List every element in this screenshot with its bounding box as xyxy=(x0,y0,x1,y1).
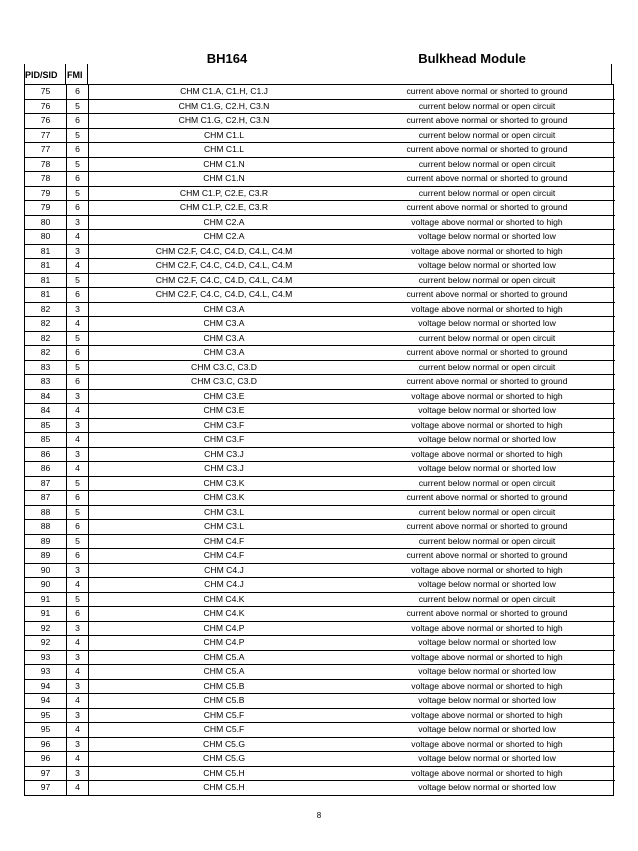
fault-code-table xyxy=(25,85,615,795)
connector-pin-cell: CHM C5.G xyxy=(89,752,360,767)
pid-sid-cell: 76 xyxy=(25,99,67,114)
connector-pin-cell: CHM C5.F xyxy=(89,723,360,738)
fault-description-cell: voltage above normal or shorted to high xyxy=(359,389,615,404)
fault-description-cell: voltage below normal or shorted low xyxy=(359,404,615,419)
fault-description-cell: voltage above normal or shorted to high xyxy=(359,766,615,781)
fault-code-table-frame xyxy=(24,84,614,796)
pid-sid-cell: 93 xyxy=(25,665,67,680)
fault-description-cell: current below normal or open circuit xyxy=(359,273,615,288)
fmi-cell: 4 xyxy=(67,723,89,738)
fmi-cell: 6 xyxy=(67,607,89,622)
table-row xyxy=(25,85,615,99)
connector-pin-cell: CHM C3.C, C3.D xyxy=(89,375,360,390)
table-row xyxy=(25,186,615,201)
pid-sid-cell: 87 xyxy=(25,476,67,491)
table-row xyxy=(25,128,615,143)
connector-pin-cell: CHM C5.A xyxy=(89,650,360,665)
connector-pin-cell: CHM C3.L xyxy=(89,505,360,520)
fault-description-cell: current below normal or open circuit xyxy=(359,534,615,549)
connector-pin-cell: CHM C3.L xyxy=(89,520,360,535)
pid-sid-cell: 83 xyxy=(25,375,67,390)
pid-sid-cell: 83 xyxy=(25,360,67,375)
table-row xyxy=(25,694,615,709)
fmi-cell: 5 xyxy=(67,99,89,114)
table-row xyxy=(25,520,615,535)
pid-sid-cell: 86 xyxy=(25,462,67,477)
pid-sid-cell: 92 xyxy=(25,621,67,636)
fmi-cell: 6 xyxy=(67,85,89,99)
fmi-cell: 5 xyxy=(67,186,89,201)
fault-description-cell: current above normal or shorted to ground xyxy=(359,114,615,129)
fmi-cell: 4 xyxy=(67,462,89,477)
fault-description-cell: current below normal or open circuit xyxy=(359,331,615,346)
table-row xyxy=(25,549,615,564)
table-row xyxy=(25,404,615,419)
fault-description-cell: current above normal or shorted to ground xyxy=(359,288,615,303)
table-row xyxy=(25,375,615,390)
table-row xyxy=(25,621,615,636)
fmi-cell: 5 xyxy=(67,331,89,346)
table-row xyxy=(25,360,615,375)
pid-sid-cell: 93 xyxy=(25,650,67,665)
fault-description-cell: voltage below normal or shorted low xyxy=(359,462,615,477)
table-row xyxy=(25,462,615,477)
pid-sid-cell: 91 xyxy=(25,607,67,622)
table-row xyxy=(25,447,615,462)
fmi-cell: 4 xyxy=(67,665,89,680)
pid-sid-cell: 81 xyxy=(25,273,67,288)
connector-pin-cell: CHM C5.H xyxy=(89,766,360,781)
table-row xyxy=(25,201,615,216)
table-row xyxy=(25,491,615,506)
pid-sid-cell: 97 xyxy=(25,781,67,795)
fmi-cell: 5 xyxy=(67,592,89,607)
fmi-cell: 5 xyxy=(67,505,89,520)
fmi-cell: 3 xyxy=(67,708,89,723)
table-row xyxy=(25,230,615,245)
connector-pin-cell: CHM C4.K xyxy=(89,607,360,622)
column-header-pid-sid: PID/SID xyxy=(25,70,58,80)
table-row xyxy=(25,346,615,361)
connector-pin-cell: CHM C3.C, C3.D xyxy=(89,360,360,375)
fmi-cell: 3 xyxy=(67,737,89,752)
pid-sid-cell: 92 xyxy=(25,636,67,651)
fault-description-cell: voltage below normal or shorted low xyxy=(359,694,615,709)
connector-pin-cell: CHM C5.B xyxy=(89,694,360,709)
page-number: 8 xyxy=(316,811,322,820)
table-row xyxy=(25,143,615,158)
fault-description-cell: voltage below normal or shorted low xyxy=(359,259,615,274)
fmi-cell: 5 xyxy=(67,360,89,375)
connector-pin-cell: CHM C4.P xyxy=(89,621,360,636)
fault-description-cell: voltage below normal or shorted low xyxy=(359,578,615,593)
pid-sid-cell: 82 xyxy=(25,317,67,332)
table-row xyxy=(25,99,615,114)
connector-pin-cell: CHM C1.A, C1.H, C1.J xyxy=(89,85,360,99)
table-row xyxy=(25,679,615,694)
fault-description-cell: current below normal or open circuit xyxy=(359,186,615,201)
fmi-cell: 3 xyxy=(67,215,89,230)
fmi-cell: 6 xyxy=(67,375,89,390)
table-row xyxy=(25,607,615,622)
fault-description-cell: voltage above normal or shorted to high xyxy=(359,447,615,462)
fault-description-cell: voltage below normal or shorted low xyxy=(359,230,615,245)
fault-description-cell: current above normal or shorted to ground xyxy=(359,85,615,99)
table-row xyxy=(25,737,615,752)
pid-sid-cell: 85 xyxy=(25,418,67,433)
table-row xyxy=(25,273,615,288)
connector-pin-cell: CHM C2.F, C4.C, C4.D, C4.L, C4.M xyxy=(89,288,360,303)
header-divider xyxy=(611,64,612,84)
fault-description-cell: voltage below normal or shorted low xyxy=(359,752,615,767)
fault-description-cell: voltage below normal or shorted low xyxy=(359,636,615,651)
connector-pin-cell: CHM C1.G, C2.H, C3.N xyxy=(89,114,360,129)
fmi-cell: 4 xyxy=(67,781,89,795)
pid-sid-cell: 77 xyxy=(25,128,67,143)
table-row xyxy=(25,418,615,433)
fmi-cell: 5 xyxy=(67,157,89,172)
pid-sid-cell: 89 xyxy=(25,534,67,549)
fault-description-cell: voltage below normal or shorted low xyxy=(359,723,615,738)
pid-sid-cell: 78 xyxy=(25,172,67,187)
fmi-cell: 3 xyxy=(67,418,89,433)
pid-sid-cell: 81 xyxy=(25,244,67,259)
connector-pin-cell: CHM C5.G xyxy=(89,737,360,752)
connector-pin-cell: CHM C3.K xyxy=(89,476,360,491)
fault-code-table-body xyxy=(25,85,615,795)
table-row xyxy=(25,636,615,651)
pid-sid-cell: 79 xyxy=(25,186,67,201)
pid-sid-cell: 81 xyxy=(25,288,67,303)
fmi-cell: 3 xyxy=(67,447,89,462)
fault-description-cell: current above normal or shorted to ground xyxy=(359,375,615,390)
fmi-cell: 4 xyxy=(67,259,89,274)
pid-sid-cell: 84 xyxy=(25,389,67,404)
connector-pin-cell: CHM C3.K xyxy=(89,491,360,506)
connector-pin-cell: CHM C3.A xyxy=(89,302,360,317)
pid-sid-cell: 75 xyxy=(25,85,67,99)
pid-sid-cell: 82 xyxy=(25,331,67,346)
table-row xyxy=(25,317,615,332)
pid-sid-cell: 87 xyxy=(25,491,67,506)
fault-description-cell: current above normal or shorted to ground xyxy=(359,520,615,535)
pid-sid-cell: 78 xyxy=(25,157,67,172)
fmi-cell: 6 xyxy=(67,114,89,129)
connector-pin-cell: CHM C3.J xyxy=(89,462,360,477)
pid-sid-cell: 88 xyxy=(25,505,67,520)
table-row xyxy=(25,505,615,520)
connector-pin-cell: CHM C5.B xyxy=(89,679,360,694)
table-row xyxy=(25,157,615,172)
connector-pin-cell: CHM C5.A xyxy=(89,665,360,680)
fault-description-cell: current above normal or shorted to ground xyxy=(359,607,615,622)
table-row xyxy=(25,650,615,665)
pid-sid-cell: 85 xyxy=(25,433,67,448)
connector-pin-cell: CHM C3.J xyxy=(89,447,360,462)
connector-pin-cell: CHM C3.A xyxy=(89,346,360,361)
pid-sid-cell: 88 xyxy=(25,520,67,535)
table-row xyxy=(25,578,615,593)
fmi-cell: 5 xyxy=(67,476,89,491)
pid-sid-cell: 80 xyxy=(25,230,67,245)
pid-sid-cell: 82 xyxy=(25,346,67,361)
fault-description-cell: current above normal or shorted to ground xyxy=(359,491,615,506)
pid-sid-cell: 97 xyxy=(25,766,67,781)
pid-sid-cell: 94 xyxy=(25,679,67,694)
module-code-title: BH164 xyxy=(206,51,248,66)
connector-pin-cell: CHM C5.F xyxy=(89,708,360,723)
connector-pin-cell: CHM C5.H xyxy=(203,782,245,793)
connector-pin-cell: CHM C2.F, C4.C, C4.D, C4.L, C4.M xyxy=(89,259,360,274)
connector-pin-cell: CHM C4.P xyxy=(89,636,360,651)
fmi-cell: 3 xyxy=(67,244,89,259)
pid-sid-cell: 81 xyxy=(25,259,67,274)
fault-description-cell: current above normal or shorted to ground xyxy=(359,201,615,216)
connector-pin-cell: CHM C1.G, C2.H, C3.N xyxy=(89,99,360,114)
table-row xyxy=(25,534,615,549)
fault-description-cell: voltage below normal or shorted low xyxy=(418,782,556,793)
connector-pin-cell: CHM C2.A xyxy=(89,230,360,245)
table-row xyxy=(25,752,615,767)
pid-sid-cell: 77 xyxy=(25,143,67,158)
connector-pin-cell: CHM C4.K xyxy=(89,592,360,607)
fault-description-cell: current below normal or open circuit xyxy=(359,128,615,143)
fault-description-cell: current below normal or open circuit xyxy=(359,99,615,114)
fmi-cell: 4 xyxy=(67,694,89,709)
module-name-title: Bulkhead Module xyxy=(418,51,526,66)
table-row xyxy=(25,563,615,578)
fmi-cell: 4 xyxy=(67,433,89,448)
table-row xyxy=(25,331,615,346)
table-row xyxy=(25,288,615,303)
pid-sid-cell: 80 xyxy=(25,215,67,230)
pid-sid-cell: 91 xyxy=(25,592,67,607)
connector-pin-cell: CHM C2.F, C4.C, C4.D, C4.L, C4.M xyxy=(89,273,360,288)
fault-description-cell: current below normal or open circuit xyxy=(359,592,615,607)
fmi-cell: 6 xyxy=(67,549,89,564)
table-row xyxy=(25,389,615,404)
fmi-cell: 3 xyxy=(67,766,89,781)
table-row xyxy=(25,708,615,723)
pid-sid-cell: 96 xyxy=(25,752,67,767)
fault-description-cell: voltage above normal or shorted to high xyxy=(359,679,615,694)
connector-pin-cell: CHM C3.E xyxy=(89,389,360,404)
fault-description-cell: voltage below normal or shorted low xyxy=(359,317,615,332)
table-row xyxy=(25,723,615,738)
fmi-cell: 3 xyxy=(67,621,89,636)
pid-sid-cell: 86 xyxy=(25,447,67,462)
fault-description-cell: voltage below normal or shorted low xyxy=(359,665,615,680)
table-row xyxy=(25,172,615,187)
fault-description-cell: voltage above normal or shorted to high xyxy=(359,418,615,433)
fmi-cell: 5 xyxy=(67,534,89,549)
fault-description-cell: current below normal or open circuit xyxy=(359,476,615,491)
fmi-cell: 6 xyxy=(67,520,89,535)
table-row xyxy=(25,215,615,230)
fault-description-cell: current below normal or open circuit xyxy=(359,157,615,172)
fault-description-cell: current below normal or open circuit xyxy=(359,360,615,375)
connector-pin-cell: CHM C3.F xyxy=(89,433,360,448)
fmi-cell: 6 xyxy=(67,346,89,361)
connector-pin-cell: CHM C3.E xyxy=(89,404,360,419)
fault-description-cell: current above normal or shorted to ground xyxy=(359,172,615,187)
fault-description-cell: voltage above normal or shorted to high xyxy=(359,215,615,230)
table-row xyxy=(25,259,615,274)
pid-sid-cell: 90 xyxy=(25,578,67,593)
fault-description-cell: voltage above normal or shorted to high xyxy=(359,244,615,259)
pid-sid-cell: 96 xyxy=(25,737,67,752)
pid-sid-cell: 94 xyxy=(25,694,67,709)
fault-description-cell: voltage below normal or shorted low xyxy=(359,433,615,448)
table-row xyxy=(25,665,615,680)
fmi-cell: 4 xyxy=(67,404,89,419)
connector-pin-cell: CHM C1.L xyxy=(89,143,360,158)
connector-pin-cell: CHM C4.F xyxy=(89,534,360,549)
connector-pin-cell: CHM C4.J xyxy=(89,563,360,578)
fmi-cell: 4 xyxy=(67,230,89,245)
connector-pin-cell: CHM C4.J xyxy=(89,578,360,593)
fault-description-cell: current below normal or open circuit xyxy=(359,505,615,520)
connector-pin-cell: CHM C1.N xyxy=(89,172,360,187)
table-row xyxy=(25,302,615,317)
fmi-cell: 3 xyxy=(67,389,89,404)
fault-description-cell: current above normal or shorted to ground xyxy=(359,549,615,564)
pid-sid-cell: 84 xyxy=(25,404,67,419)
column-header-fmi: FMI xyxy=(67,70,83,80)
connector-pin-cell: CHM C3.A xyxy=(89,331,360,346)
fmi-cell: 6 xyxy=(67,288,89,303)
fault-description-cell: voltage above normal or shorted to high xyxy=(359,708,615,723)
pid-sid-cell: 89 xyxy=(25,549,67,564)
fmi-cell: 3 xyxy=(67,563,89,578)
table-row xyxy=(25,433,615,448)
connector-pin-cell: CHM C1.P, C2.E, C3.R xyxy=(89,186,360,201)
fault-description-cell: voltage above normal or shorted to high xyxy=(359,650,615,665)
fault-description-cell: voltage above normal or shorted to high xyxy=(359,621,615,636)
fmi-cell: 6 xyxy=(67,491,89,506)
table-row xyxy=(25,476,615,491)
pid-sid-cell: 95 xyxy=(25,723,67,738)
table-row xyxy=(25,781,615,795)
fault-description-cell: voltage above normal or shorted to high xyxy=(359,737,615,752)
connector-pin-cell: CHM C1.P, C2.E, C3.R xyxy=(89,201,360,216)
connector-pin-cell: CHM C4.F xyxy=(89,549,360,564)
pid-sid-cell: 90 xyxy=(25,563,67,578)
connector-pin-cell: CHM C2.A xyxy=(89,215,360,230)
table-row xyxy=(25,592,615,607)
pid-sid-cell: 79 xyxy=(25,201,67,216)
pid-sid-cell: 95 xyxy=(25,708,67,723)
fmi-cell: 6 xyxy=(67,143,89,158)
fault-description-cell: current above normal or shorted to ground xyxy=(359,143,615,158)
fmi-cell: 4 xyxy=(67,752,89,767)
fmi-cell: 3 xyxy=(67,302,89,317)
fault-description-cell: voltage above normal or shorted to high xyxy=(359,563,615,578)
fmi-cell: 4 xyxy=(67,578,89,593)
fmi-cell: 5 xyxy=(67,128,89,143)
fmi-cell: 5 xyxy=(67,273,89,288)
pid-sid-cell: 76 xyxy=(25,114,67,129)
fmi-cell: 4 xyxy=(67,636,89,651)
fmi-cell: 3 xyxy=(67,679,89,694)
connector-pin-cell: CHM C1.L xyxy=(89,128,360,143)
table-row xyxy=(25,244,615,259)
fmi-cell: 3 xyxy=(67,650,89,665)
fmi-cell: 6 xyxy=(67,201,89,216)
connector-pin-cell: CHM C1.N xyxy=(89,157,360,172)
fmi-cell: 6 xyxy=(67,172,89,187)
connector-pin-cell: CHM C3.A xyxy=(89,317,360,332)
connector-pin-cell: CHM C3.F xyxy=(89,418,360,433)
connector-pin-cell: CHM C2.F, C4.C, C4.D, C4.L, C4.M xyxy=(89,244,360,259)
table-row xyxy=(25,766,615,781)
fault-description-cell: voltage above normal or shorted to high xyxy=(359,302,615,317)
fault-description-cell: current above normal or shorted to ground xyxy=(359,346,615,361)
pid-sid-cell: 82 xyxy=(25,302,67,317)
table-row xyxy=(25,114,615,129)
fmi-cell: 4 xyxy=(67,317,89,332)
